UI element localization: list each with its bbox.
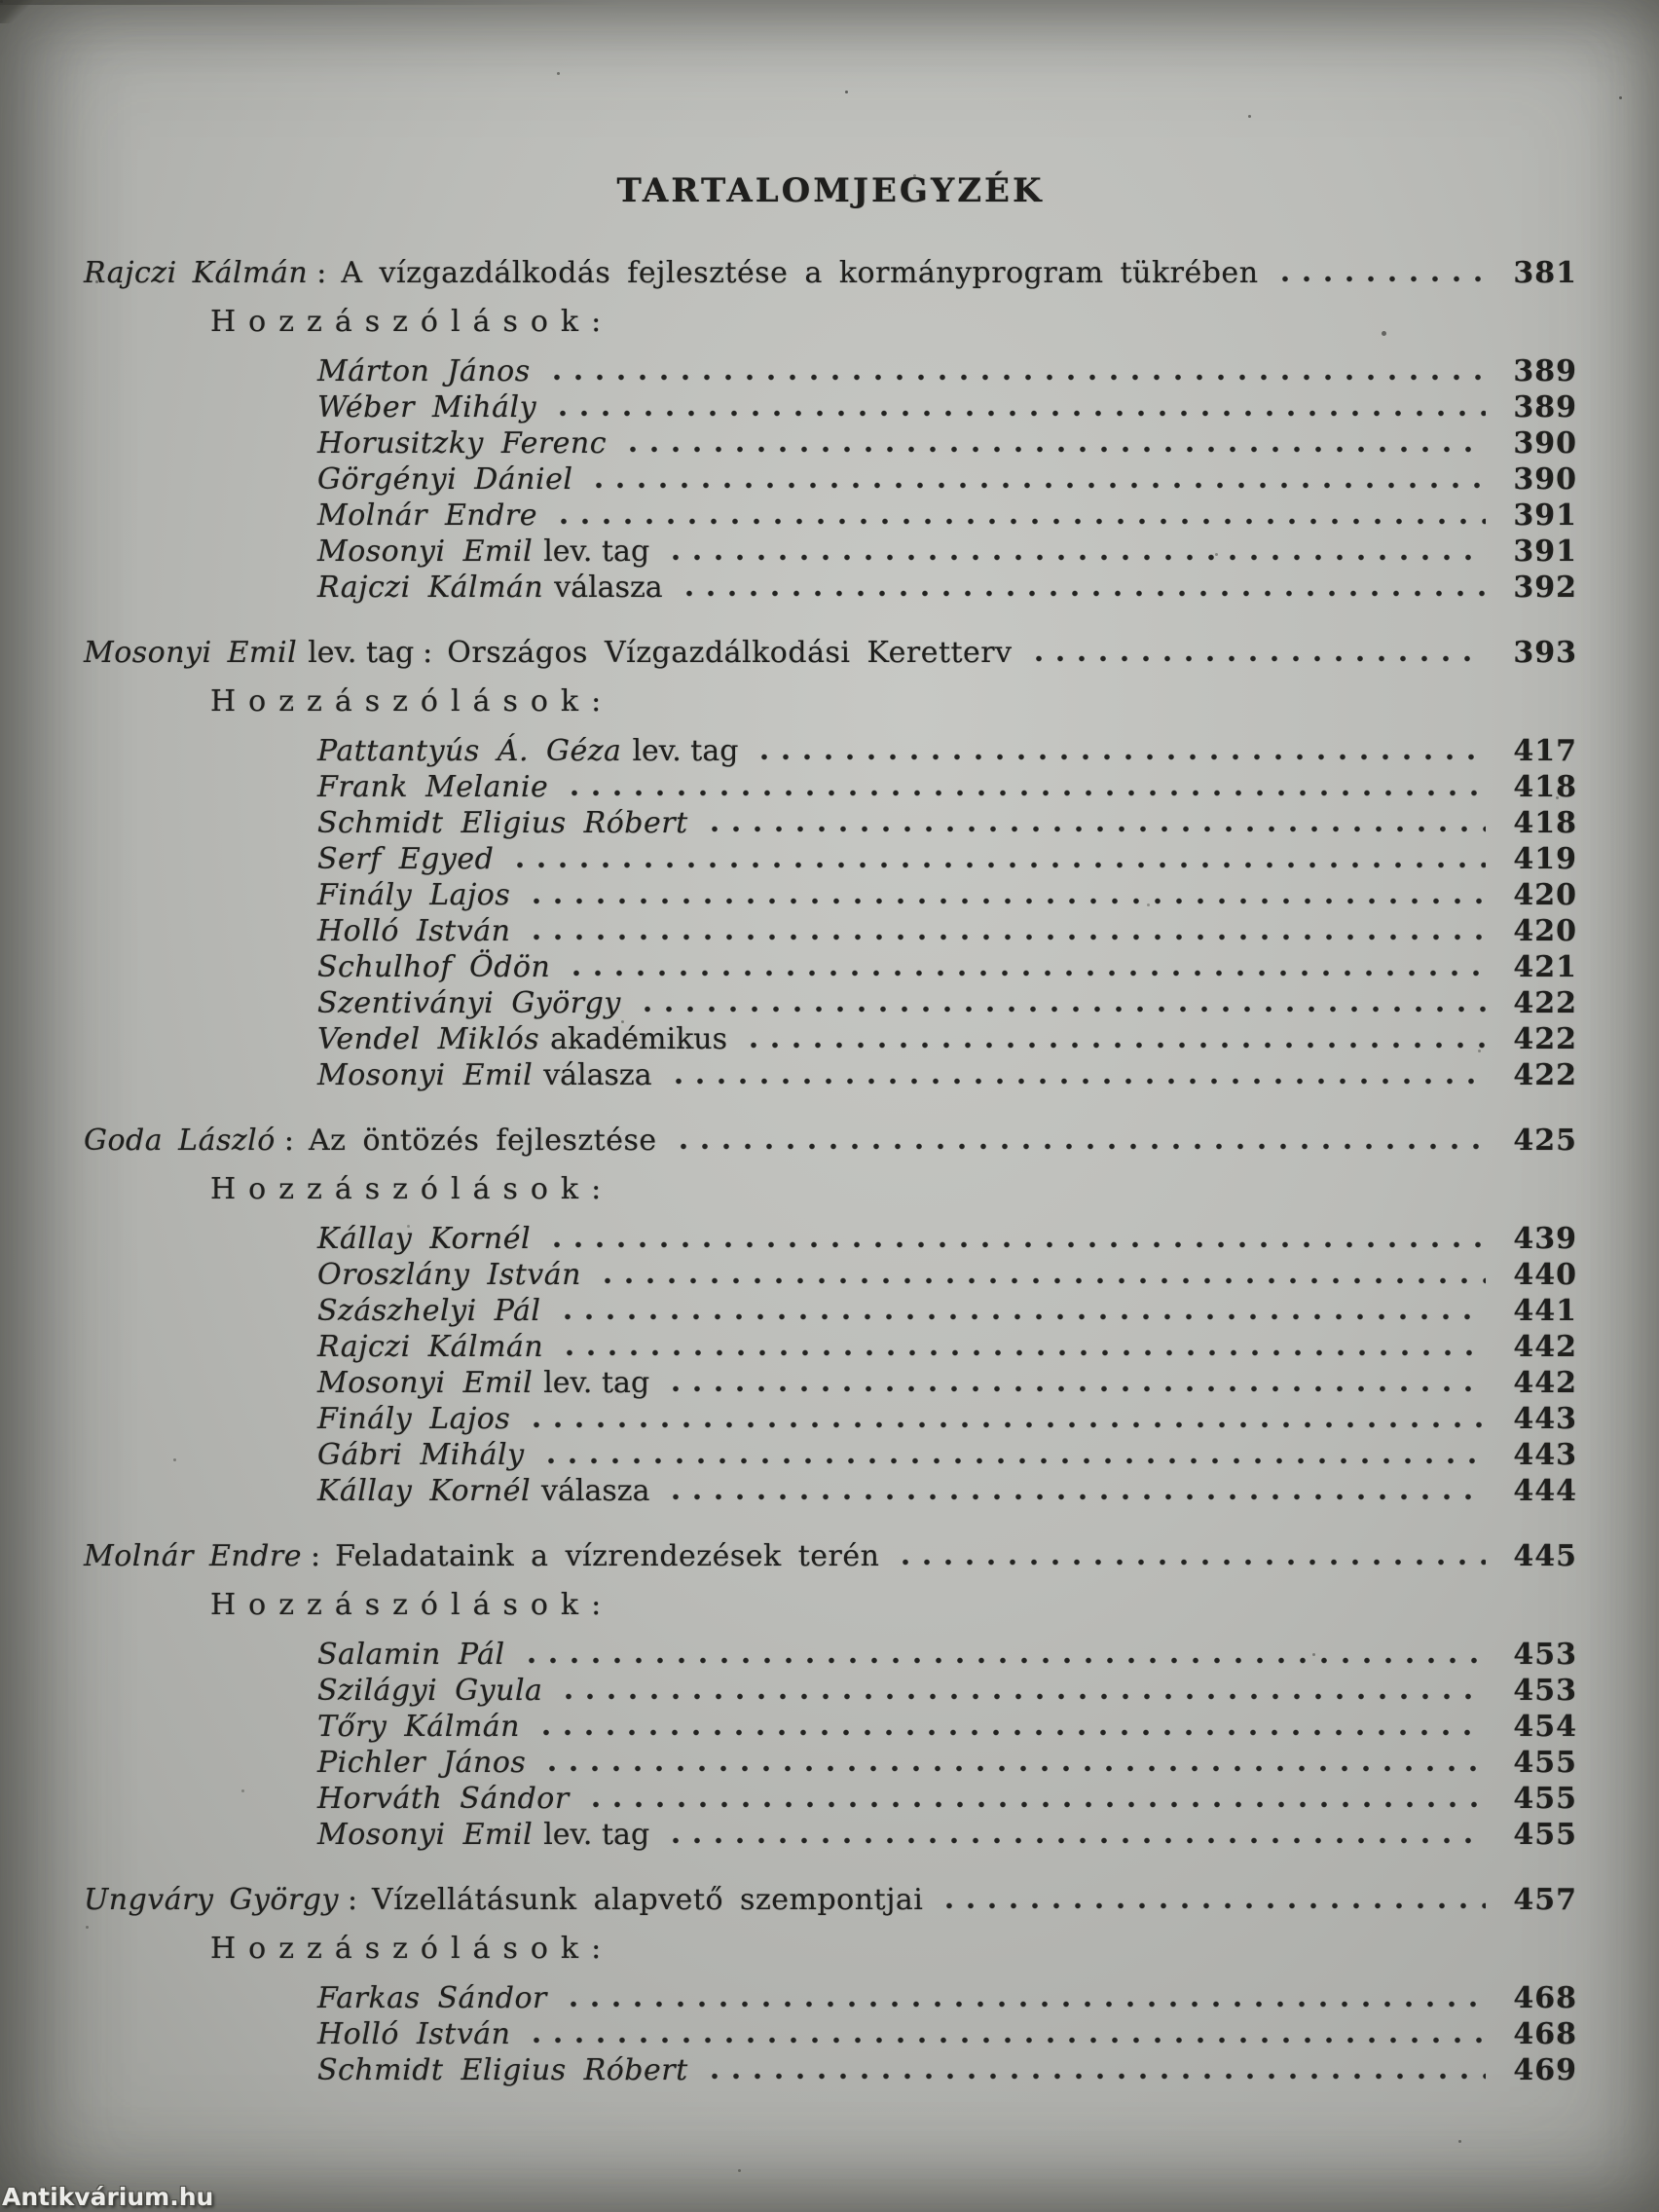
discussant-name: Kállay Kornél [317,1222,532,1256]
dot-leader [509,848,1486,875]
dot-leader [546,360,1486,387]
dot-leader [588,468,1486,496]
entry-author: Mosonyi Emil [84,636,298,670]
toc-entry-discussion [317,949,1577,985]
toc-entry-discussion [317,425,1577,461]
entry-page-number: 454 [1513,1710,1577,1744]
dot-leader [546,1228,1486,1255]
toc-entry-discussion [317,461,1577,498]
discussant-name: Mosonyi Emil [317,535,534,569]
dot-leader [895,1545,1486,1572]
toc-entry-discussion [317,534,1577,570]
dot-leader [1028,642,1486,669]
discussant-name: Molnár Endre [317,498,537,533]
discussion-list [317,1980,1577,2088]
toc-entry-main [84,635,1577,671]
discussion-list [317,733,1577,1093]
entry-page-number: 389 [1513,390,1577,424]
discussant-suffix: válasza [554,571,663,605]
toc-entry-main [84,1882,1577,1918]
discussant-name: Oroszlány István [317,1258,581,1292]
discussions-heading: Hozzászólások: [210,305,614,339]
toc-entry-discussion [317,985,1577,1021]
dot-leader [566,956,1486,983]
entry-page-number: 391 [1513,535,1577,569]
discussant-name: Frank Melanie [317,770,549,804]
toc-entry-discussion [317,1709,1577,1745]
toc-entry-discussion [317,841,1577,877]
dot-leader [665,1824,1486,1851]
entry-author-suffix: lev. tag [308,636,415,670]
dot-leader [1274,262,1486,289]
entry-page-number: 443 [1513,1402,1577,1436]
discussant-name: Szilágyi Gyula [317,1674,543,1708]
dot-leader [552,396,1486,424]
discussions-heading: Hozzászólások: [210,684,614,719]
discussant-name: Holló István [317,914,511,948]
toc-entry-discussion [317,1673,1577,1709]
entry-colon: : [310,1539,321,1573]
entry-page-number: 419 [1513,842,1577,876]
toc-entry-discussion [317,1221,1577,1257]
entry-colon: : [347,1883,358,1917]
toc-entry-discussion [317,1745,1577,1781]
discussant-name: Schulhof Ödön [317,950,551,984]
discussant-name: Finály Lajos [317,878,511,912]
toc-section [84,1123,1577,1509]
toc-section [84,1538,1577,1853]
discussant-name: Márton János [317,354,531,388]
discussion-list [317,1221,1577,1509]
dot-leader [679,576,1486,604]
discussant-name: Pattantyús Á. Géza [317,734,622,768]
discussant-name: Gábri Mihály [317,1438,525,1472]
dot-leader [622,432,1486,460]
discussant-name: Mosonyi Emil [317,1058,534,1092]
toc-entry-discussion [317,733,1577,769]
toc-entry-discussion [317,805,1577,841]
dot-leader [553,504,1486,532]
discussant-name: Rajczi Kálmán [317,1330,544,1364]
entry-author: Goda László [84,1124,276,1158]
discussant-name: Szászhelyi Pál [317,1294,541,1328]
entry-title: Országos Vízgazdálkodási Keretterv [447,636,1013,670]
dot-leader [526,1408,1486,1435]
discussant-name: Horusitzky Ferenc [317,426,608,461]
entry-author: Ungváry György [84,1883,339,1917]
dot-leader [668,1064,1486,1091]
toc-entry-main [84,1538,1577,1574]
toc-section [84,635,1577,1093]
toc-entry-discussion [317,1473,1577,1509]
entry-page-number: 418 [1513,770,1577,804]
dot-leader [637,992,1486,1019]
dot-leader [521,1643,1486,1671]
entry-author: Rajczi Kálmán [84,256,309,290]
entry-page-number: 422 [1513,986,1577,1020]
dot-leader [665,1372,1486,1399]
discussion-list [317,1637,1577,1853]
dot-leader [673,1129,1486,1157]
dot-leader [743,1028,1486,1055]
entry-page-number: 442 [1513,1366,1577,1400]
entry-page-number: 455 [1513,1782,1577,1816]
discussion-list [317,353,1577,606]
toc-entry-main [84,255,1577,291]
entry-page-number: 420 [1513,914,1577,948]
toc-entry-discussion [317,1437,1577,1473]
scan-edge-artifact [0,0,623,5]
entry-page-number: 469 [1513,2053,1577,2087]
entry-page-number: 445 [1513,1539,1577,1573]
entry-page-number: 443 [1513,1438,1577,1472]
entry-page-number: 468 [1513,1981,1577,2015]
discussant-suffix: lev. tag [543,1366,650,1400]
entry-page-number: 393 [1513,636,1577,670]
entry-page-number: 455 [1513,1746,1577,1780]
dot-leader [564,776,1486,803]
toc-entry-discussion [317,498,1577,534]
toc-entry-discussion [317,389,1577,425]
watermark: Antikvárium.hu [2,2183,214,2211]
dot-leader [704,2059,1486,2086]
table-of-contents [84,255,1577,2088]
discussant-name: Wéber Mihály [317,390,537,424]
discussant-name: Görgényi Dániel [317,462,573,497]
toc-entry-main [84,1123,1577,1159]
entry-page-number: 439 [1513,1222,1577,1256]
discussant-suffix: lev. tag [632,734,739,768]
toc-entry-discussion [317,1257,1577,1293]
entry-page-number: 391 [1513,498,1577,533]
toc-entry-discussion [317,1021,1577,1057]
toc-entry-discussion [317,1817,1577,1853]
toc-entry-discussion [317,1401,1577,1437]
entry-page-number: 422 [1513,1022,1577,1056]
entry-colon: : [423,636,433,670]
dot-leader [559,1336,1486,1363]
toc-entry-discussion [317,353,1577,389]
entry-page-number: 420 [1513,878,1577,912]
discussant-name: Kállay Kornél [317,1474,532,1508]
discussant-suffix: válasza [541,1474,650,1508]
entry-page-number: 381 [1513,256,1577,290]
discussant-suffix: válasza [543,1058,652,1092]
entry-page-number: 444 [1513,1474,1577,1508]
discussant-name: Finály Lajos [317,1402,511,1436]
discussions-heading: Hozzászólások: [210,1588,614,1622]
toc-entry-discussion [317,2052,1577,2088]
entry-title: Az öntözés fejlesztése [308,1124,657,1158]
discussant-suffix: akadémikus [550,1022,727,1056]
dot-leader [585,1788,1486,1815]
toc-entry-discussion [317,769,1577,805]
toc-section [84,255,1577,606]
dot-leader [665,540,1486,568]
page-title: TARTALOMJEGYZÉK [616,171,1045,210]
discussant-name: Tőry Kálmán [317,1710,520,1744]
entry-colon: : [283,1124,294,1158]
discussant-name: Horváth Sándor [317,1782,570,1816]
entry-page-number: 417 [1513,734,1577,768]
dot-leader [754,740,1486,767]
dot-leader [535,1715,1486,1743]
toc-entry-discussion [317,913,1577,949]
entry-page-number: 453 [1513,1674,1577,1708]
discussant-name: Serf Egyed [317,842,495,876]
discussions-heading: Hozzászólások: [210,1932,614,1966]
dot-leader [704,812,1486,839]
entry-page-number: 425 [1513,1124,1577,1158]
entry-page-number: 440 [1513,1258,1577,1292]
discussant-name: Mosonyi Emil [317,1366,534,1400]
discussant-name: Rajczi Kálmán [317,571,544,605]
toc-entry-discussion [317,1057,1577,1093]
dot-leader [540,1444,1486,1471]
discussant-name: Vendel Miklós [317,1022,540,1056]
discussant-name: Szentiványi György [317,986,621,1020]
toc-section [84,1882,1577,2088]
discussant-suffix: lev. tag [543,1818,650,1852]
entry-page-number: 389 [1513,354,1577,388]
discussions-heading: Hozzászólások: [210,1172,614,1206]
entry-title: Feladataink a vízrendezések terén [335,1539,880,1573]
dot-leader [541,1751,1486,1779]
toc-entry-discussion [317,1781,1577,1817]
entry-page-number: 453 [1513,1638,1577,1672]
dot-leader [526,2023,1486,2050]
toc-entry-discussion [317,1365,1577,1401]
toc-entry-discussion [317,1329,1577,1365]
dot-leader [563,1987,1486,2014]
entry-page-number: 390 [1513,426,1577,461]
toc-entry-discussion [317,570,1577,606]
entry-title: A vízgazdálkodás fejlesztése a kormányprogram tükrében [341,256,1259,290]
entry-title: Vízellátásunk alapvető szempontjai [372,1883,924,1917]
toc-entry-discussion [317,877,1577,913]
entry-page-number: 390 [1513,462,1577,497]
dot-leader [526,884,1486,911]
entry-page-number: 468 [1513,2017,1577,2051]
dot-leader [665,1480,1486,1507]
entry-page-number: 392 [1513,571,1577,605]
discussant-suffix: lev. tag [543,535,650,569]
discussant-name: Salamin Pál [317,1638,505,1672]
dot-leader [558,1679,1486,1707]
page-content [84,171,1577,2088]
entry-colon: : [316,256,327,290]
entry-author: Molnár Endre [84,1539,302,1573]
entry-page-number: 421 [1513,950,1577,984]
discussant-name: Schmidt Eligius Róbert [317,806,688,840]
discussant-name: Holló István [317,2017,511,2051]
entry-page-number: 418 [1513,806,1577,840]
dot-leader [526,920,1486,947]
toc-entry-discussion [317,1637,1577,1673]
scan-speckles [0,0,3,3]
toc-entry-discussion [317,1980,1577,2016]
toc-entry-discussion [317,2016,1577,2052]
dot-leader [939,1889,1486,1916]
discussant-name: Schmidt Eligius Róbert [317,2053,688,2087]
entry-page-number: 457 [1513,1883,1577,1917]
dot-leader [557,1300,1486,1327]
dot-leader [597,1264,1486,1291]
entry-page-number: 441 [1513,1294,1577,1328]
entry-page-number: 422 [1513,1058,1577,1092]
entry-page-number: 455 [1513,1818,1577,1852]
discussant-name: Farkas Sándor [317,1981,547,2015]
entry-page-number: 442 [1513,1330,1577,1364]
discussant-name: Pichler János [317,1746,527,1780]
discussant-name: Mosonyi Emil [317,1818,534,1852]
toc-entry-discussion [317,1293,1577,1329]
